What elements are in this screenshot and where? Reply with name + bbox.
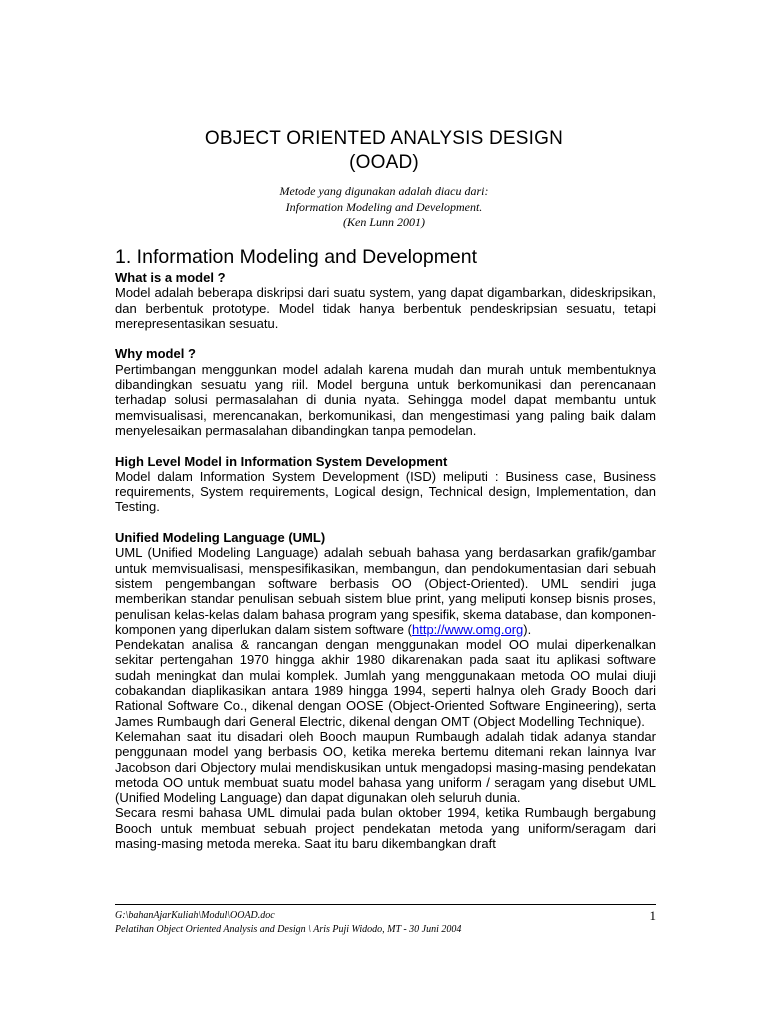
document-title: OBJECT ORIENTED ANALYSIS DESIGN [204,128,564,149]
paragraph-what-is-model: Model adalah beberapa diskripsi dari suatu system, yang dapat digambarkan, dideskripsikan, dan berbentuk prototype. Model tidak hanya berbentuk pendeskripsian sesuatu, tetapi merepresentasikan sesuatu. [115,285,656,331]
footer-credit: Pelatihan Object Oriented Analysis and Design \ Aris Puji Widodo, MT - 30 Juni 2004 [115,924,462,935]
source-note-line: Metode yang digunakan adalah diacu dari: [279,184,489,198]
section-heading: 1. Information Modeling and Development [115,246,478,268]
source-note [0,184,768,231]
paragraph-spacer [115,515,656,530]
source-note-line: (Ken Lunn 2001) [343,215,425,229]
paragraph-why-model: Pertimbangan menggunkan model adalah karena mudah dan murah untuk membentuknya dibandingkan sesuatu yang riil. Model berguna untuk berkomunikasi dan perencanaan terhadap solusi permasalahan di dunia nyata. Sehingga model dapat membantu untuk memvisualisasi, merencanakan, berkomunikasi, dan mengestimasi yang paling baik dalam menyelesaikan permasalahan dibandingkan tanpa pemodelan. [115,361,656,438]
paragraph-uml-text-end: ). [523,621,532,637]
paragraph-history: Pendekatan analisa & rancangan dengan menggunakan model OO mulai diperkenalkan sekitar pertengahan 1970 hingga akhir 1980 dikarenakan pada saat itu aplikasi software sudah meningkat dan mulai komplek. Jumlah yang menggunakaan metoda OO mulai diuji cobakandan diaplikasikan antara 1989 hingga 1994, seperti halnya oleh Grady Booch dari Rational Software Co., dikenal dengan OOSE (Object-Oriented Software Engineering), serta James Rumbaugh dari General Electric, dikenal dengan OMT (Object Modelling Technique). [115,637,656,729]
document-title-abbreviation: (OOAD) [349,152,419,173]
page-footer [115,909,656,937]
footer-divider [115,904,656,905]
paragraph-high-level-model: Model dalam Information System Development (ISD) meliputi : Business case, Business requirements, System requirements, Logical design, Technical design, Implementation, dan Testing. [115,468,656,515]
paragraph-uml-text: UML (Unified Modeling Language) adalah sebuah bahasa yang berdasarkan grafik/gambar untuk memvisualisasi, menspesifikasikan, membangun, dan pendokumentasian dari sebuah sistem pengembangan software berbasis OO (Object-Oriented). UML sendiri juga memberikan standar penulisan sebuah sistem blue print, yang meliputi konsep bisnis proses, penulisan kelas-kelas dalam bahasa program yang spesifik, skema database, dan komponen-komponen yang diperlukan dalam sistem software ( [115,545,656,637]
subheading-why-model: Why model ? [115,346,196,362]
paragraph-uml [115,545,656,637]
paragraph-weakness: Kelemahan saat itu disadari oleh Booch maupun Rumbaugh adalah tidak adanya standar penggunaan model yang berbasis OO, ketika mereka bertemu ditemani rekan lainnya Ivar Jacobson dari Objectory mulai mendiskusikan untuk mengadopsi masing-masing pendekatan metoda OO untuk membuat suatu model bahasa yang uniform / seragam yang disebut UML (Unified Modeling Language) dan dapat digunakan oleh seluruh dunia. [115,728,656,806]
paragraph-uml-start: Secara resmi bahasa UML dimulai pada bulan oktober 1994, ketika Rumbaugh bergabung Booch untuk membuat sebuah project pendekatan metoda yang uniform/seragam dari masing-masing metoda mereka. Saat itu baru dikembangkan draft [115,805,656,851]
subheading-what-is-model: What is a model ? [115,270,226,285]
footer-file-path: G:\bahanAjarKuliah\Modul\OOAD.doc [115,910,275,921]
omg-link[interactable]: http://www.omg.org [411,621,524,637]
paragraph-spacer [115,331,656,346]
page-number: 1 [649,908,656,923]
document-body [115,246,656,851]
subheading-uml: Unified Modeling Language (UML) [115,530,326,546]
paragraph-spacer [115,438,656,453]
subheading-high-level-model: High Level Model in Information System Development [115,453,448,469]
source-note-line: Information Modeling and Development. [285,199,483,214]
